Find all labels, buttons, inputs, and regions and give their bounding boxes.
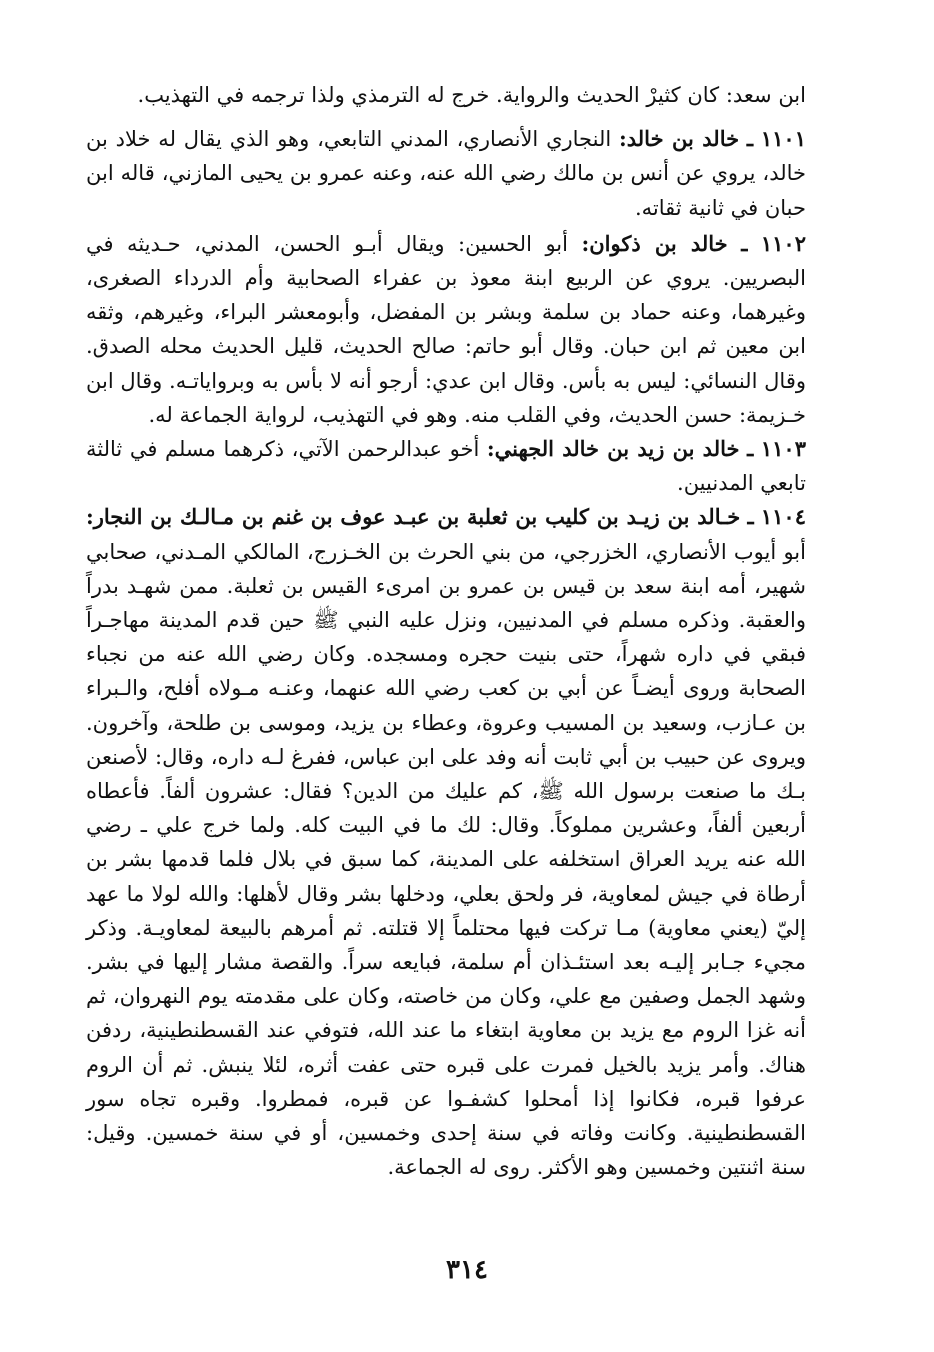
entry-1101 bbox=[86, 122, 806, 225]
entry-body: أبو أيوب الأنصاري، الخزرجي، من بني الحرث بن الخـزرج، المالكي المـدني، صحابي شهير، أمه ابنة سعد بن قيس بن عمرو بن امرىء القيس بن ثعلبة. ممن شهـد بدراً والعقبة. وذكره مسلم في المدنيين، ونزل عليه النبي ﷺ حين قدم المدينة مهاجـراً فبقي في داره شهراً، حتى بنيت حجره ومسجده. وكان رضي الله عنه من نجباء الصحابة وروى أيضـاً عن أبي بن كعب رضي الله عنهما، وعنـه مـولاه أفلح، والـبراء بن عـازب، وسعيد بن المسيب وعروة، وعطاء بن يزيد، وموسى بن طلحة، وآخرون. ويروى عن حبيب بن أبي ثابت أنه وفد على ابن عباس، ففرغ لـه داره، وقال: لأصنعن بـك ما صنعت برسول الله ﷺ، كم عليك من الدين؟ فقال: عشرون ألفاً. فأعطاه أربعين ألفاً، وعشرين مملوكاً. وقال: لك ما في البيت كله. ولما خرج علي ـ رضي الله عنه يريد العراق استخلفه على المدينة، كما سبق في بلال فلما قدمها بشر بن أرطاة في جيش لمعاوية، فر ولحق بعلي، ودخلها بشر وقال لأهلها: والله لولا ما عهد إليّ (يعني معاوية) مـا تركت فيها محتلماً إلا قتلته. ثم أمرهم بالبيعة لمعاويـة. وذكر مجيء جـابر إليـه بعد استئـذان أم سلمة، فبايعه سراً. والقصة مشار إليها في بشر. وشهد الجمل وصفين مع علي، وكان من خاصته، وكان على مقدمته يوم النهروان، ثم أنه غزا الروم مع يزيد بن معاوية ابتغاء ما عند الله، فتوفي عند القسطنطينية، ردفن هناك. وأمر يزيد بالخيل فمرت على قبره حتى عفت أثره، لئلا ينبش. ثم أن الروم عرفوا قبره، فكانوا إذا أمحلوا كشفـوا عن قبره، فمطروا. وقبره تجاه سور القسطنطينية. وكانت وفاته في سنة إحدى وخمسين، أو في سنة خمسين. وقيل: سنة اثنتين وخمسين وهو الأكثر. روى له الجماعة. bbox=[86, 539, 807, 1180]
entry-number: ١١٠١ bbox=[760, 126, 806, 152]
entry-body: أبو الحسين: ويقال أبـو الحسن، المدني، حـديثه في البصريين. يروي عن الربيع ابنة معوذ بن عفراء الصحابية وأم الدرداء الصغرى، وغيرهما، وعنه حماد بن سلمة وبشر بن المفضل، وأبومعشر البراء، وغيرهم، وثقه ابن معين ثم ابن حبان. وقال أبو حاتم: صالح الحديث، قليل الحديث محله الصدق. وقال النسائي: ليس به بأس. وقال ابن عدي: أرجو أنه لا بأس به وبرواياتـه. وقال ابن خـزيمة: حسن الحديث، وفي القلب منه. وهو في التهذيب، لرواية الجماعة له. bbox=[86, 231, 806, 427]
page-number: ٣١٤ bbox=[446, 1255, 488, 1285]
entry-body: أخو عبدالرحمن الآتي، ذكرهما مسلم في ثالثة تابعي المدنيين. bbox=[86, 437, 806, 496]
entry-name: خالد بن ذكوان: bbox=[581, 230, 728, 256]
entry-1103 bbox=[86, 432, 806, 500]
entry-body: النجاري الأنصاري، المدني التابعي، وهو الذي يقال له خلاد بن خالد، يروي عن أنس بن مالك رضي الله عنه، وعنه عمرو بن يحيى المازني، قاله ابن حبان في ثانية ثقاته. bbox=[86, 127, 806, 220]
entry-dash: ـ bbox=[746, 126, 754, 152]
entry-name: خالد بن خالد: bbox=[619, 126, 740, 152]
entry-1102 bbox=[86, 227, 806, 432]
entry-number: ١١٠٣ bbox=[760, 436, 806, 462]
entry-dash: ـ bbox=[747, 504, 754, 530]
entry-1104 bbox=[86, 500, 806, 1184]
entry-number: ١١٠٤ bbox=[760, 504, 806, 530]
entry-number: ١١٠٢ bbox=[760, 230, 806, 256]
intro-paragraph: ابن سعد: كان كثيرْ الحديث والرواية. خرج له الترمذي ولذا ترجمه في التهذيب. bbox=[137, 83, 806, 107]
entry-dash: ـ bbox=[747, 436, 754, 462]
entry-dash: ـ bbox=[741, 230, 748, 256]
entry-name: خالد بن زيد بن خالد الجهني: bbox=[486, 436, 740, 462]
page-text-block bbox=[86, 78, 806, 1185]
entry-name: خـالد بن زيـد بن كليب بن ثعلبة بن عبـد عوف بن غنم بن مـالـك بن النجار: bbox=[86, 504, 741, 530]
